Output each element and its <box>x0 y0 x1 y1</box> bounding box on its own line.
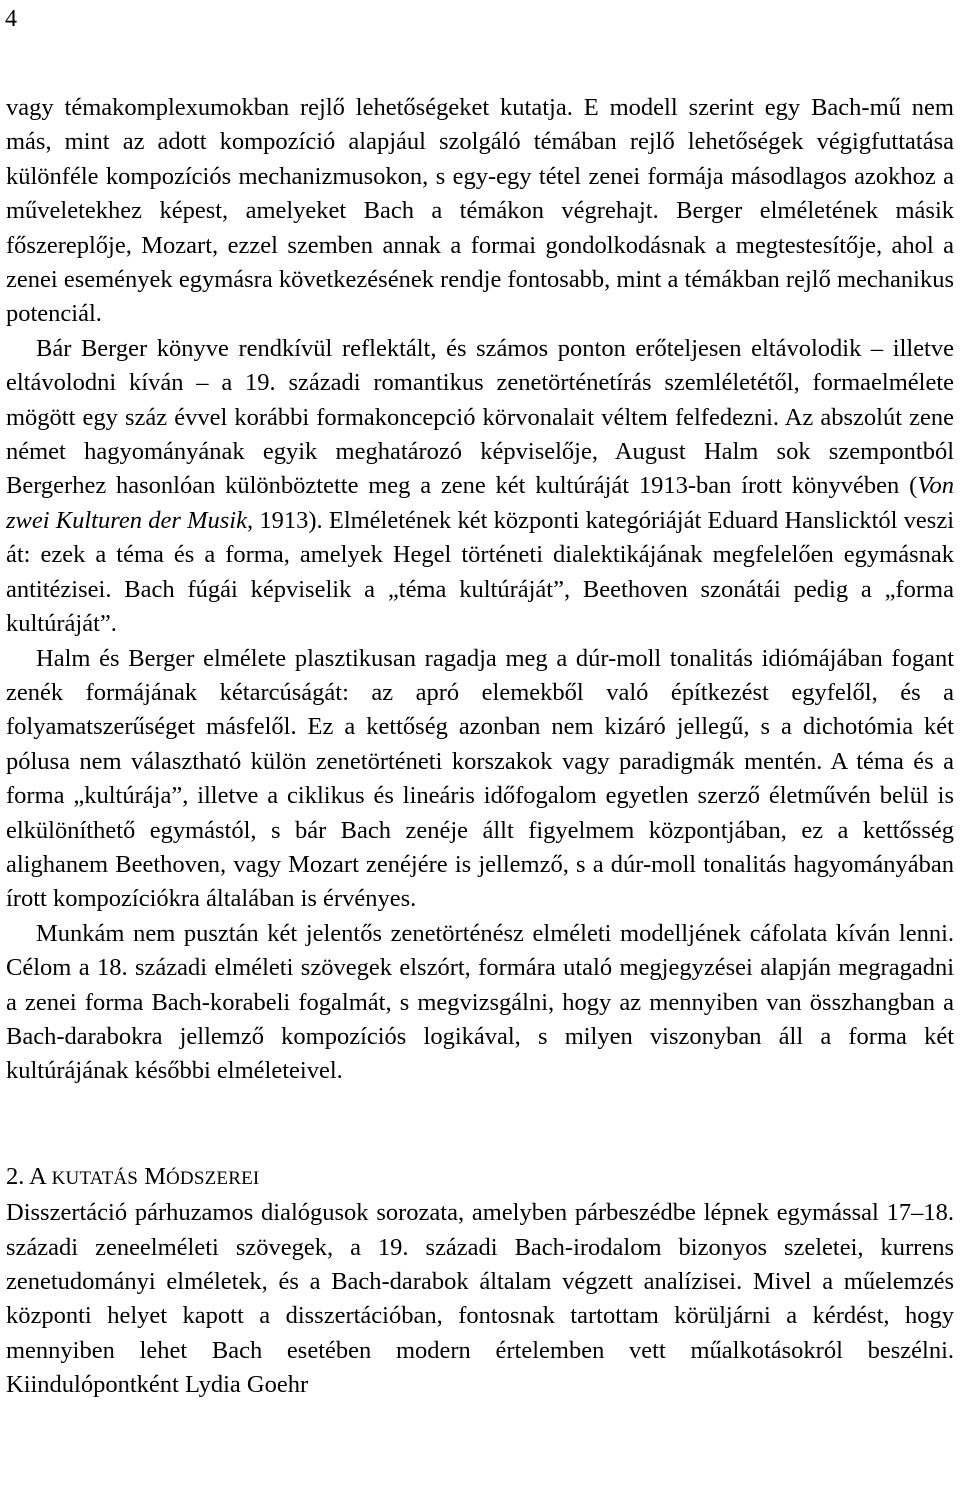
page-number: 4 <box>5 6 17 32</box>
section-title-initial-a: A <box>29 1162 46 1190</box>
section-title-word-2: ÓDSZEREI <box>165 1167 260 1189</box>
section-title-initial-m: M <box>144 1162 166 1190</box>
section-heading <box>6 1160 954 1196</box>
document-body <box>6 91 954 1403</box>
paragraph-4: Munkám nem pusztán két jelentős zenetörténész elméleti modelljének cáfolata kíván lenni. Célom a 18. századi elméleti szövegek elszórt, formára utaló megjegyzései alapján megragadni a zenei forma Bach-korabeli fogalmát, s megvizsgálni, hogy az mennyiben van összhangban a Bach-darabokra jellemző kompozíciós logikával, s milyen viszonyban áll a forma két kultúrájának későbbi elméleteivel. <box>6 919 954 1085</box>
section-paragraph: Disszertáció párhuzamos dialógusok sorozata, amelyben párbeszédbe lépnek egymással 17–18. századi zeneelméleti szövegek, a 19. századi Bach-irodalom bizonyos szeletei, kurrens zenetudományi elméletek, és a Bach-darabok általam végzett analízisei. Mivel a műelemzés központi helyet kapott a disszertációban, fontosnak tartottam körüljárni a kérdést, hogy mennyiben lehet Bach esetében modern értelemben vett műalkotásokról beszélni. Kiindulópontként Lydia Goehr <box>6 1199 954 1399</box>
paragraph-2 <box>6 332 954 642</box>
section-number: 2. <box>6 1162 25 1190</box>
paragraph-2-text-a: Bár Berger könyve rendkívül reflektált, és számos ponton erőteljesen eltávolodik – illetve eltávolodni kíván – a 19. századi romantikus zenetörténetírás szemléletétől, formaelmélete mögött egy száz évvel korábbi formakoncepció körvonalait véltem felfedezni. Az abszolút zene német hagyományának egyik meghatározó képviselője, August Halm sok szempontból Bergerhez hasonlóan különböztette meg a zene két kultúráját 1913-ban írott könyvében ( <box>6 334 954 500</box>
paragraph-1: vagy témakomplexumokban rejlő lehetőségeket kutatja. E modell szerint egy Bach-mű nem más, mint az adott kompozíció alapjául szolgáló témában rejlő lehetőségek végigfuttatása különféle kompozíciós mechanizmusokon, s egy-egy tétel zenei formája másodlagos azokhoz a műveletekhez képest, amelyeket Bach a témákon végrehajt. Berger elméletének másik főszereplője, Mozart, ezzel szemben annak a formai gondolkodásnak a megtestesítője, ahol a zenei események egymásra következésének rendje fontosabb, mint a témákban rejlő mechanikus potenciál. <box>6 94 954 328</box>
paragraph-2-text-b: 1913). Elméletének két központi kategóriáját Eduard Hanslicktól veszi át: ezek a téma és a forma, amelyek Hegel történeti dialektikájának megfelelően egymásnak antitézisei. Bach fúgái képviselik a „téma kultúráját”, Beethoven szonátái pedig a „forma kultúráját”. <box>6 506 954 638</box>
section-title-word-1: KUTATÁS <box>51 1167 139 1189</box>
paragraph-3: Halm és Berger elmélete plasztikusan ragadja meg a dúr-moll tonalitás idiómájában fogant zenék formájának kétarcúságát: az apró elemekből való építkezést egyfelől, és a folyamatszerűséget másfelől. Ez a kettőség azonban nem kizáró jellegű, s a dichotómia két pólusa nem választható külön zenetörténeti korszakok vagy paradigmák mentén. A téma és a forma „kultúrája”, illetve a ciklikus és lineáris időfogalom egyetlen szerző életművén belül is elkülöníthető egymástól, s bár Bach zenéje állt figyelmem központjában, ez a kettősség alighanem Beethoven, vagy Mozart zenéjére is jellemző, s a dúr-moll tonalitás hagyományában írott kompozíciókra általában is érvényes. <box>6 644 954 913</box>
book-title: Von zwei Kulturen der Musik, <box>6 472 954 534</box>
